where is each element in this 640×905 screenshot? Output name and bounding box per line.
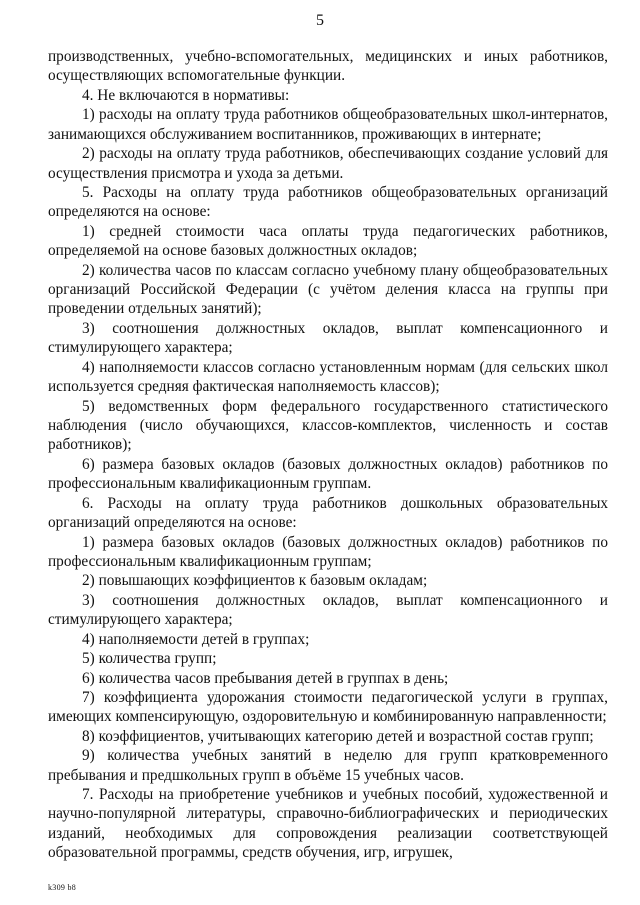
paragraph: 1) размера базовых окладов (базовых должностных окладов) работников по профессиональным квалификационным группам;: [48, 533, 608, 570]
page-number: 5: [316, 12, 324, 29]
document-body: [48, 47, 608, 863]
paragraph: 2) повышающих коэффициентов к базовым окладам;: [82, 572, 428, 590]
paragraph: 4) наполняемости классов согласно установленным нормам (для сельских школ используется средняя фактическая наполняемость классов);: [48, 358, 608, 396]
paragraph: 5. Расходы на оплату труда работников общеобразовательных организаций определяются на основе:: [48, 183, 608, 221]
paragraph: 4) наполняемости детей в группах;: [82, 630, 310, 648]
paragraph: 2) расходы на оплату труда работников, обеспечивающих создание условий для осуществления присмотра и ухода за детьми.: [48, 145, 608, 182]
paragraph: 3) соотношения должностных окладов, выплат компенсационного и стимулирующего характера;: [48, 591, 608, 629]
paragraph: производственных, учебно-вспомогательных, медицинских и иных работников, осуществляющих вспомогательные функции.: [48, 48, 608, 85]
paragraph: 8) коэффициентов, учитывающих категорию детей и возрастной состав групп;: [82, 727, 594, 745]
footer-code: k309 b8: [48, 883, 77, 892]
paragraph: 7. Расходы на приобретение учебников и учебных пособий, художественной и научно-популярной литературы, справочно-библиографических и периодических изданий, необходимых для сопровождения реализации соответствующей образовательной программы, средств обучения, игр, игрушек,: [48, 786, 608, 862]
paragraph: 7) коэффициента удорожания стоимости педагогической услуги в группах, имеющих компенсирующую, оздоровительную и комбинированную направленности;: [48, 688, 608, 726]
paragraph: 6) количества часов пребывания детей в группах в день;: [82, 669, 449, 687]
paragraph: 4. Не включаются в нормативы:: [82, 86, 290, 104]
paragraph: 6) размера базовых окладов (базовых должностных окладов) работников по профессиональным квалификационным группам.: [48, 455, 608, 493]
paragraph: 6. Расходы на оплату труда работников дошкольных образовательных организаций определяются на основе:: [48, 494, 608, 532]
paragraph: 3) соотношения должностных окладов, выплат компенсационного и стимулирующего характера;: [48, 319, 608, 357]
paragraph: 9) количества учебных занятий в неделю для групп кратковременного пребывания и предшкольных групп в объёме 15 учебных часов.: [48, 747, 608, 784]
paragraph: 5) количества групп;: [82, 650, 217, 668]
paragraph: 2) количества часов по классам согласно учебному плану общеобразовательных организаций Российской Федерации (с учётом деления класса на группы при проведении отдельных занятий);: [48, 261, 608, 318]
paragraph: 1) расходы на оплату труда работников общеобразовательных школ-интернатов, занимающихся обслуживанием воспитанников, проживающих в интернате;: [48, 106, 608, 143]
paragraph: 1) средней стоимости часа оплаты труда педагогических работников, определяемой на основе базовых должностных окладов;: [48, 222, 608, 260]
paragraph: 5) ведомственных форм федерального государственного статистического наблюдения (число обучающихся, классов-комплектов, численность и состав работников);: [48, 397, 608, 454]
